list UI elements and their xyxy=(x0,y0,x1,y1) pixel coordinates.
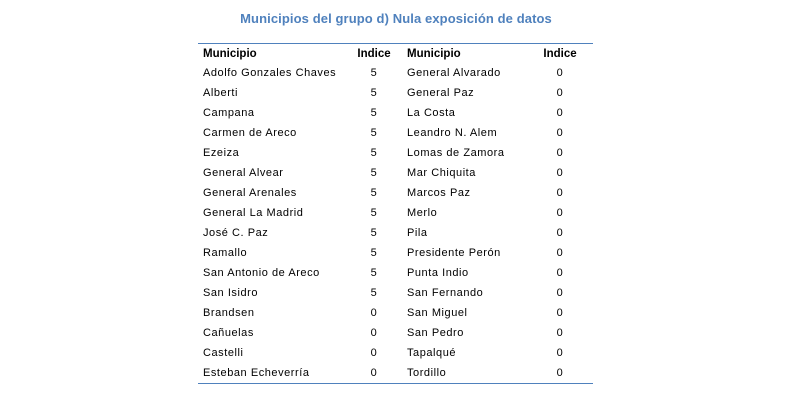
indice-left-cell: 5 xyxy=(370,247,378,259)
table-row xyxy=(0,264,792,284)
indice-right-cell: 0 xyxy=(556,227,564,239)
indice-right-cell: 0 xyxy=(556,327,564,339)
table-row xyxy=(0,224,792,244)
indice-right-cell: 0 xyxy=(556,127,564,139)
indice-left-cell: 5 xyxy=(370,67,378,79)
indice-left-cell: 0 xyxy=(370,327,378,339)
indice-left-cell: 0 xyxy=(370,307,378,319)
municipio-left-cell: Ezeiza xyxy=(203,147,240,159)
indice-left-cell: 5 xyxy=(370,287,378,299)
municipio-right-cell: Mar Chiquita xyxy=(407,167,476,179)
indice-right-cell: 0 xyxy=(556,107,564,119)
indice-right-cell: 0 xyxy=(556,267,564,279)
table-header-row xyxy=(0,46,792,64)
indice-left-cell: 5 xyxy=(370,227,378,239)
indice-right-cell: 0 xyxy=(556,307,564,319)
indice-left-cell: 5 xyxy=(370,187,378,199)
municipio-left-cell: Esteban Echeverría xyxy=(203,367,310,379)
municipio-right-cell: Presidente Perón xyxy=(407,247,501,259)
municipio-left-cell: Cañuelas xyxy=(203,327,254,339)
indice-left-cell: 5 xyxy=(370,147,378,159)
table-title: Municipios del grupo d) Nula exposición de datos xyxy=(240,11,552,26)
table-row xyxy=(0,64,792,84)
table-row xyxy=(0,244,792,264)
indice-left-cell: 0 xyxy=(370,347,378,359)
table-row xyxy=(0,84,792,104)
municipio-left-cell: Campana xyxy=(203,107,255,119)
table-row xyxy=(0,144,792,164)
table-row xyxy=(0,204,792,224)
indice-right-cell: 0 xyxy=(556,87,564,99)
header-municipio-left: Municipio xyxy=(203,48,257,60)
municipio-right-cell: General Paz xyxy=(407,87,475,99)
indice-right-cell: 0 xyxy=(556,287,564,299)
table-row xyxy=(0,104,792,124)
municipio-left-cell: Brandsen xyxy=(203,307,255,319)
table-row xyxy=(0,184,792,204)
municipio-left-cell: San Antonio de Areco xyxy=(203,267,320,279)
table-row xyxy=(0,164,792,184)
indice-left-cell: 5 xyxy=(370,127,378,139)
indice-left-cell: 5 xyxy=(370,107,378,119)
table-body xyxy=(0,64,792,384)
indice-right-cell: 0 xyxy=(556,67,564,79)
indice-left-cell: 5 xyxy=(370,167,378,179)
municipio-left-cell: Castelli xyxy=(203,347,244,359)
municipio-right-cell: Leandro N. Alem xyxy=(407,127,498,139)
municipio-right-cell: Pila xyxy=(407,227,428,239)
municipio-right-cell: Lomas de Zamora xyxy=(407,147,505,159)
municipio-left-cell: General Arenales xyxy=(203,187,297,199)
indice-right-cell: 0 xyxy=(556,147,564,159)
municipio-right-cell: Punta Indio xyxy=(407,267,469,279)
header-municipio-right: Municipio xyxy=(407,48,461,60)
municipio-right-cell: General Alvarado xyxy=(407,67,501,79)
municipio-left-cell: José C. Paz xyxy=(203,227,269,239)
municipio-right-cell: Merlo xyxy=(407,207,438,219)
table-row xyxy=(0,324,792,344)
municipio-right-cell: San Miguel xyxy=(407,307,468,319)
municipio-left-cell: Carmen de Areco xyxy=(203,127,297,139)
indice-right-cell: 0 xyxy=(556,367,564,379)
table-row xyxy=(0,124,792,144)
table-row xyxy=(0,344,792,364)
municipio-right-cell: Tordillo xyxy=(407,367,447,379)
municipio-right-cell: Marcos Paz xyxy=(407,187,471,199)
indice-right-cell: 0 xyxy=(556,207,564,219)
table-top-rule xyxy=(198,43,593,44)
indice-left-cell: 5 xyxy=(370,207,378,219)
indice-left-cell: 5 xyxy=(370,267,378,279)
indice-right-cell: 0 xyxy=(556,187,564,199)
municipio-left-cell: Adolfo Gonzales Chaves xyxy=(203,67,337,79)
indice-left-cell: 0 xyxy=(370,367,378,379)
table-row xyxy=(0,364,792,384)
indice-right-cell: 0 xyxy=(556,167,564,179)
municipio-left-cell: Alberti xyxy=(203,87,239,99)
table-bottom-rule xyxy=(198,383,593,384)
indice-right-cell: 0 xyxy=(556,347,564,359)
municipio-right-cell: Tapalqué xyxy=(407,347,457,359)
table-row xyxy=(0,284,792,304)
header-indice-left: Indice xyxy=(357,48,391,60)
municipio-right-cell: La Costa xyxy=(407,107,456,119)
municipio-left-cell: General Alvear xyxy=(203,167,284,179)
indice-right-cell: 0 xyxy=(556,247,564,259)
municipio-right-cell: San Fernando xyxy=(407,287,484,299)
municipio-left-cell: Ramallo xyxy=(203,247,248,259)
header-indice-right: Indice xyxy=(543,48,577,60)
municipio-left-cell: San Isidro xyxy=(203,287,259,299)
indice-left-cell: 5 xyxy=(370,87,378,99)
municipio-right-cell: San Pedro xyxy=(407,327,464,339)
table-row xyxy=(0,304,792,324)
municipio-left-cell: General La Madrid xyxy=(203,207,304,219)
